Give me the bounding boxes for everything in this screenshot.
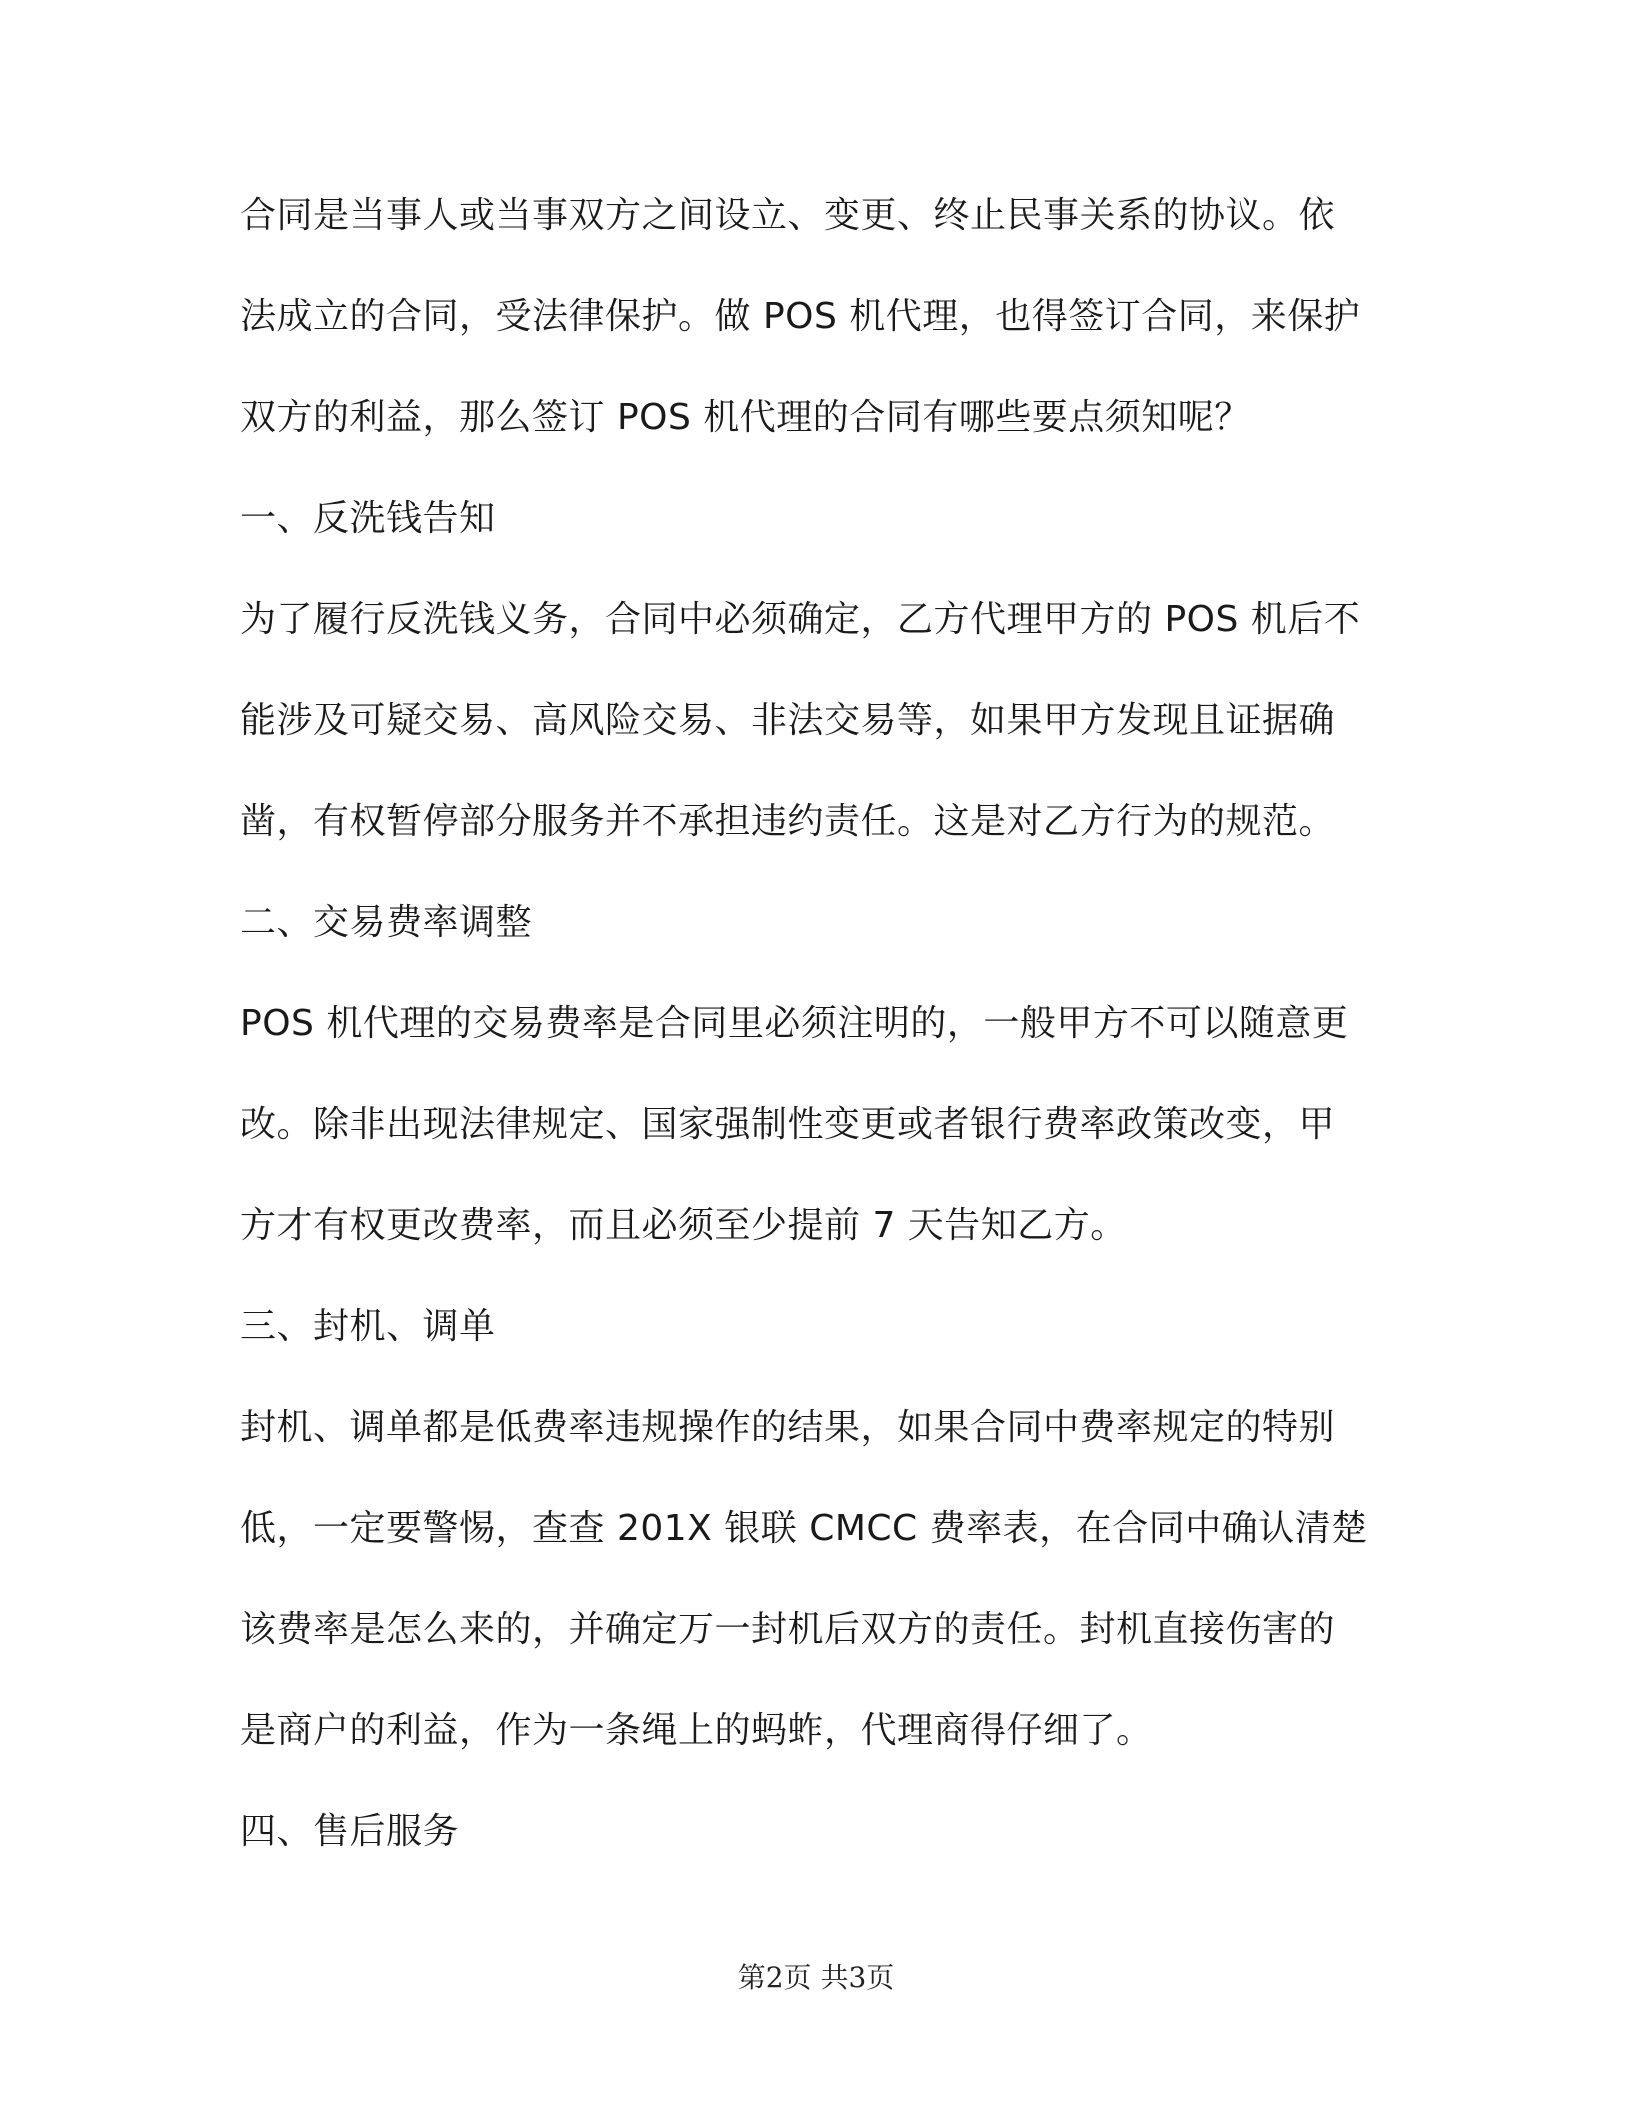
paragraph-line: 方才有权更改费率，而且必须至少提前 7 天告知乙方。 <box>240 1205 1127 1246</box>
section-heading: 二、交易费率调整 <box>240 902 533 943</box>
paragraph-line: 该费率是怎么来的，并确定万一封机后双方的责任。封机直接伤害的 <box>240 1609 1336 1650</box>
section-heading: 一、反洗钱告知 <box>240 498 496 539</box>
paragraph-line: 凿，有权暂停部分服务并不承担违约责任。这是对乙方行为的规范。 <box>240 801 1336 842</box>
paragraph-line: 为了履行反洗钱义务，合同中必须确定，乙方代理甲方的 POS 机后不 <box>240 599 1361 640</box>
section-heading: 三、封机、调单 <box>240 1306 496 1347</box>
document-body <box>240 180 1390 1897</box>
paragraph-line: 是商户的利益，作为一条绳上的蚂蚱，代理商得仔细了。 <box>240 1710 1153 1751</box>
paragraph-line: 改。除非出现法律规定、国家强制性变更或者银行费率政策改变，甲 <box>240 1104 1336 1145</box>
section-heading: 四、售后服务 <box>240 1811 460 1852</box>
paragraph-line: 能涉及可疑交易、高风险交易、非法交易等，如果甲方发现且证据确 <box>240 700 1336 741</box>
paragraph-line: 双方的利益，那么签订 POS 机代理的合同有哪些要点须知呢？ <box>240 397 1251 438</box>
paragraph-line: POS 机代理的交易费率是合同里必须注明的，一般甲方不可以随意更 <box>240 1003 1349 1044</box>
paragraph-line: 法成立的合同，受法律保护。做 POS 机代理，也得签订合同，来保护 <box>240 296 1361 337</box>
paragraph-line: 合同是当事人或当事双方之间设立、变更、终止民事关系的协议。依 <box>240 195 1336 236</box>
paragraph-line: 封机、调单都是低费率违规操作的结果，如果合同中费率规定的特别 <box>240 1407 1336 1448</box>
paragraph-line: 低，一定要警惕，查查 201X 银联 CMCC 费率表，在合同中确认清楚 <box>240 1508 1368 1549</box>
page-number-footer: 第2页 共3页 <box>737 1961 895 1994</box>
